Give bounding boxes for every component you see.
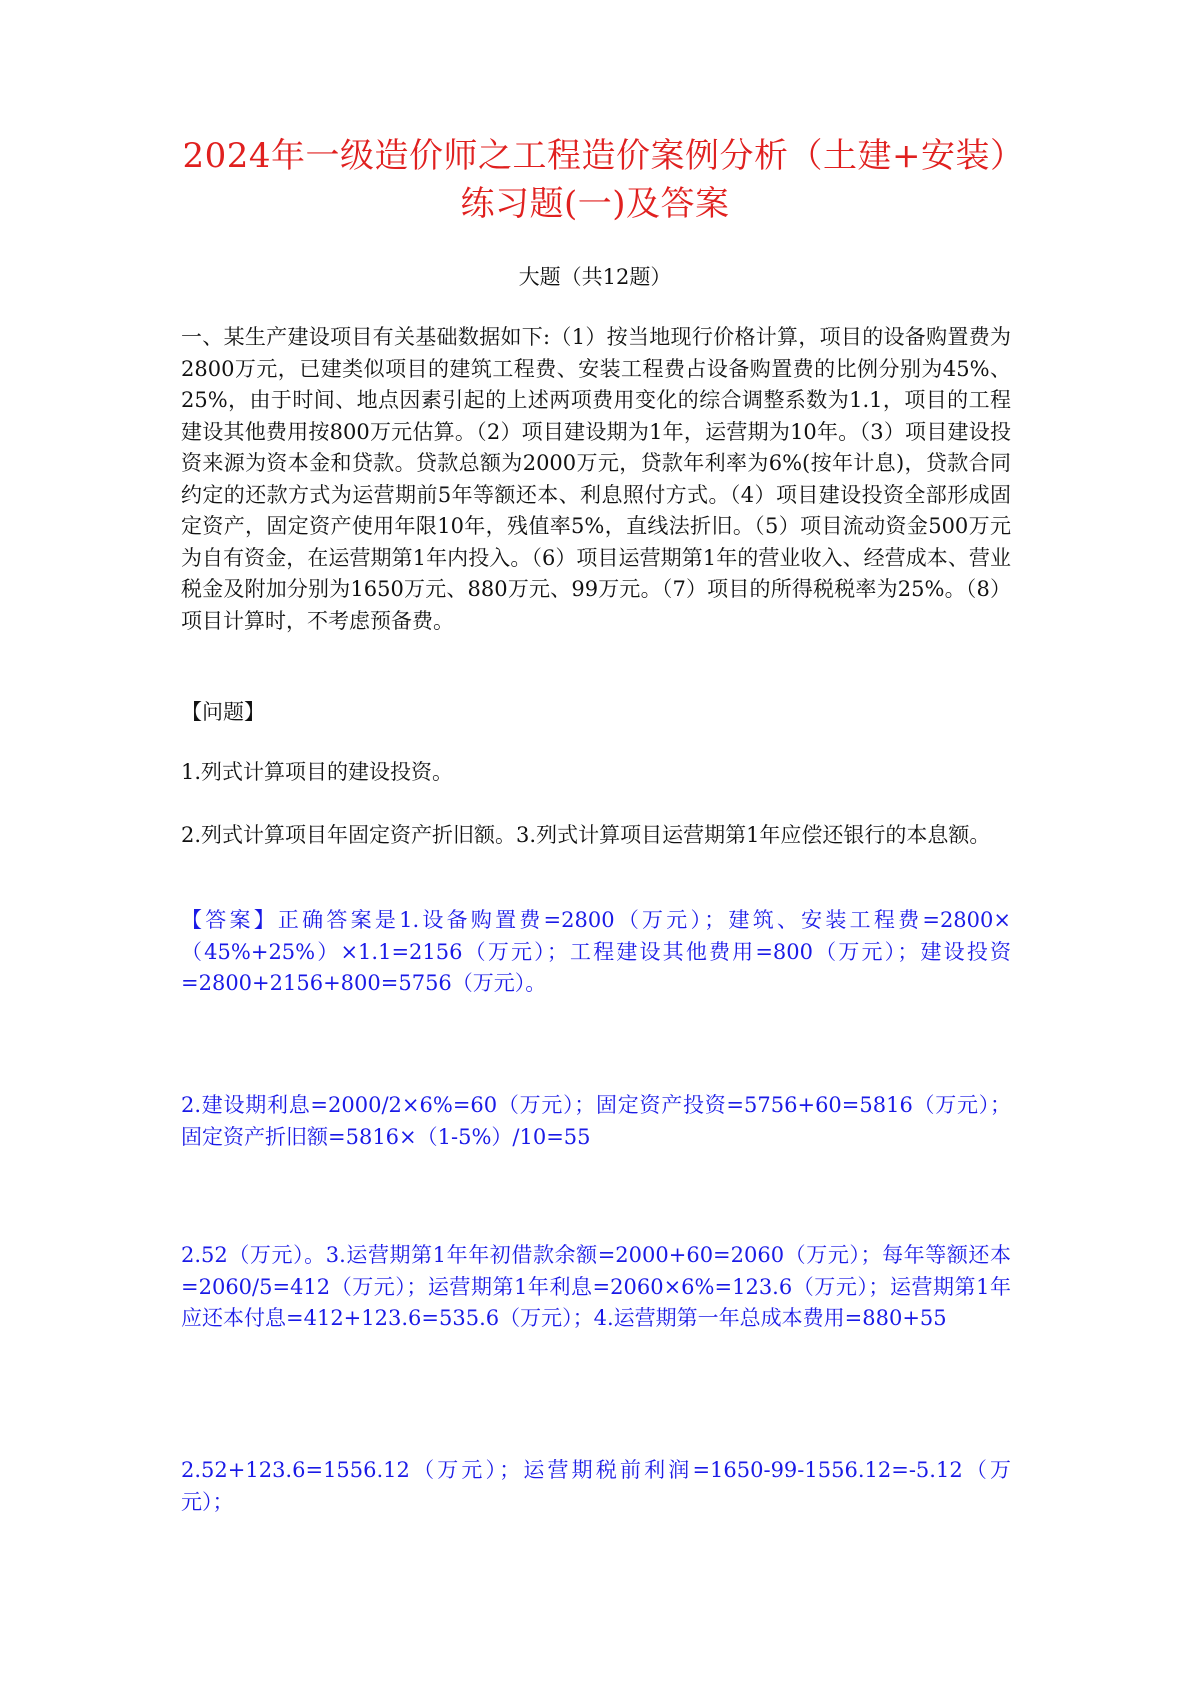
question-item-1: 1.列式计算项目的建设投资。 — [181, 760, 454, 784]
answer-paragraph-2: 2.建设期利息=2000/2×6%=60（万元）；固定资产投资=5756+60=5816（万元）；固定资产折旧额=5816×（1-5%）/10=55 — [181, 1093, 1011, 1149]
document-title: 2024年一级造价师之工程造价案例分析（土建+安装）练习题(一)及答案 — [182, 136, 1008, 224]
question-intro-paragraph: 一、某生产建设项目有关基础数据如下:（1）按当地现行价格计算，项目的设备购置费为2800万元，已建类似项目的建筑工程费、安装工程费占设备购置费的比例分别为45%、25%，由于时间、地点因素引起的上述两项费用变化的综合调整系数为1.1，项目的工程建设其他费用按800万元估算。（2）项目建设期为1年，运营期为10年。（3）项目建设投资来源为资本金和贷款。贷款总额为2000万元，贷款年利率为6%(按年计息)，贷款合同约定的还款方式为运营期前5年等额还本、利息照付方式。（4）项目建设投资全部形成固定资产，固定资产使用年限10年，残值率5%，直线法折旧。（5）项目流动资金500万元为自有资金，在运营期第1年内投入。（6）项目运营期第1年的营业收入、经营成本、营业税金及附加分别为1650万元、880万元、99万元。（7）项目的所得税税率为25%。（8）项目计算时，不考虑预备费。 — [181, 325, 1011, 633]
answer-paragraph-3: 2.52（万元）。3.运营期第1年年初借款余额=2000+60=2060（万元）；每年等额还本=2060/5=412（万元）；运营期第1年利息=2060×6%=123.6（万元）；运营期第1年应还本付息=412+123.6=535.6（万元）；4.运营期第一年总成本费用=880+55 — [181, 1243, 1011, 1330]
answer-paragraph-1: 【答案】正确答案是1.设备购置费=2800（万元）；建筑、安装工程费=2800×（45%+25%）×1.1=2156（万元）；工程建设其他费用=800（万元）；建设投资=2800+2156+800=5756（万元）。 — [181, 908, 1011, 995]
answer-paragraph-4: 2.52+123.6=1556.12（万元）；运营期税前利润=1650-99-1556.12=-5.12（万元）； — [181, 1458, 1011, 1514]
section-subtitle: 大题（共12题） — [518, 265, 672, 289]
question-item-2: 2.列式计算项目年固定资产折旧额。3.列式计算项目运营期第1年应偿还银行的本息额。 — [181, 823, 991, 847]
question-heading: 【问题】 — [181, 700, 265, 724]
